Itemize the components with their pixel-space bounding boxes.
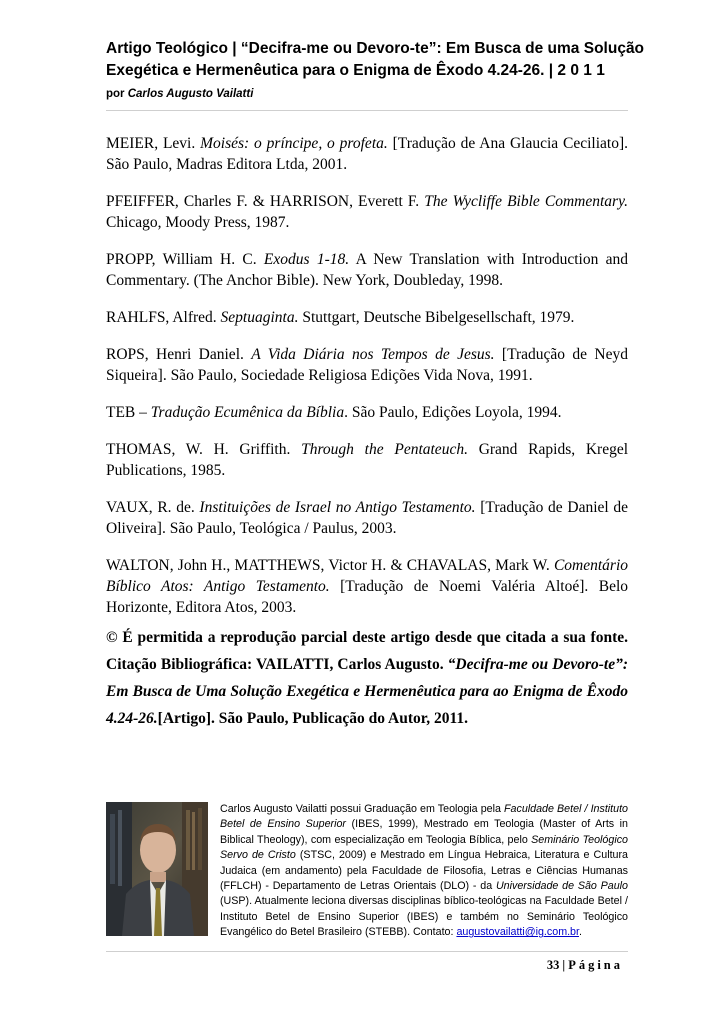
footer-separator: | <box>562 958 566 972</box>
reference-entry: WALTON, John H., MATTHEWS, Victor H. & CHAVALAS, Mark W. Comentário Bíblico Atos: Antigo Testamento. [Tradução de Noemi Valéria Altoé]. Belo Horizonte, Editora Atos, 2003. <box>106 557 628 616</box>
byline-author: Carlos Augusto Vailatti <box>127 88 254 100</box>
byline-prefix: por <box>106 88 128 100</box>
reference-entry: ROPS, Henri Daniel. A Vida Diária nos Tempos de Jesus. [Tradução de Neyd Siqueira]. São Paulo, Sociedade Religiosa Edições Vida Nova, 1991. <box>106 346 628 384</box>
contact-email-link[interactable]: augustovailatti@ig.com.br <box>456 926 579 939</box>
reference-entry: RAHLFS, Alfred. Septuaginta. Stuttgart, Deutsche Bibelgesellschaft, 1979. <box>106 309 575 326</box>
header-title-line-2: Exegética e Hermenêutica para o Enigma de Êxodo 4.24-26. | 2 0 1 1 <box>106 62 605 79</box>
author-portrait-image <box>106 802 208 936</box>
bibliography-list <box>106 133 628 634</box>
header-byline <box>106 85 628 103</box>
page-footer <box>547 958 623 973</box>
reference-entry: PFEIFFER, Charles F. & HARRISON, Everett F. The Wycliffe Bible Commentary. Chicago, Moody Press, 1987. <box>106 193 628 231</box>
reference-entry: THOMAS, W. H. Griffith. Through the Pentateuch. Grand Rapids, Kregel Publications, 1985. <box>106 441 629 479</box>
reference-entry: TEB – Tradução Ecumênica da Bíblia. São Paulo, Edições Loyola, 1994. <box>106 404 562 421</box>
copyright-notice: © É permitida a reprodução parcial deste artigo desde que citada a sua fonte. Citação Bibliográfica: VAILATTI, Carlos Augusto. “Decifra-me ou Devoro-te”: Em Busca de Uma Solução Exegética e Hermenêutica para ao Enigma de Êxodo 4.24-26.[Artigo]. São Paulo, Publicação do Autor, 2011. <box>106 629 628 727</box>
header-title-line-1: Artigo Teológico | “Decifra-me ou Devoro-te”: Em Busca de uma Solução <box>106 40 645 57</box>
author-photo <box>106 802 208 936</box>
running-header <box>106 38 645 103</box>
reference-entry: VAUX, R. de. Instituições de Israel no Antigo Testamento. [Tradução de Daniel de Oliveira]. São Paulo, Teológica / Paulus, 2003. <box>106 499 628 537</box>
page-label: Página <box>568 958 623 972</box>
author-bio-text: Carlos Augusto Vailatti possui Graduação em Teologia pela Faculdade Betel / Instituto Betel de Ensino Superior (IBES, 1999), Mestrado em Teologia (Master of Arts in Biblical Theology), com especialização em Teologia Bíblica, pelo Seminário Teológico Servo de Cristo (STSC, 2009) e Mestrado em Língua Hebraica, Literatura e Cultura Judaica (em andamento) pela Faculdade de Filosofia, Letras e Ciências Humanas (FFLCH) - Departamento de Letras Orientais (DLO) - da Universidade de São Paulo (USP). Atualmente leciona diversas disciplinas bíblico-teológicas na Faculdade Betel / Instituto Betel de Ensino Superior (IBES) e também no Seminário Teológico Evangélico do Betel Brasileiro (STEBB). Contato: augustovailatti@ig.com.br. <box>220 803 628 939</box>
page-number: 33 <box>546 958 560 972</box>
reference-entry: MEIER, Levi. Moisés: o príncipe, o profeta. [Tradução de Ana Glaucia Ceciliato]. São Paulo, Madras Editora Ltda, 2001. <box>106 135 628 173</box>
author-bio-box <box>106 802 628 942</box>
reference-entry: PROPP, William H. C. Exodus 1-18. A New Translation with Introduction and Commentary. (The Anchor Bible). New York, Doubleday, 1998. <box>106 251 628 289</box>
header-divider <box>106 110 628 111</box>
footer-divider <box>106 951 628 952</box>
